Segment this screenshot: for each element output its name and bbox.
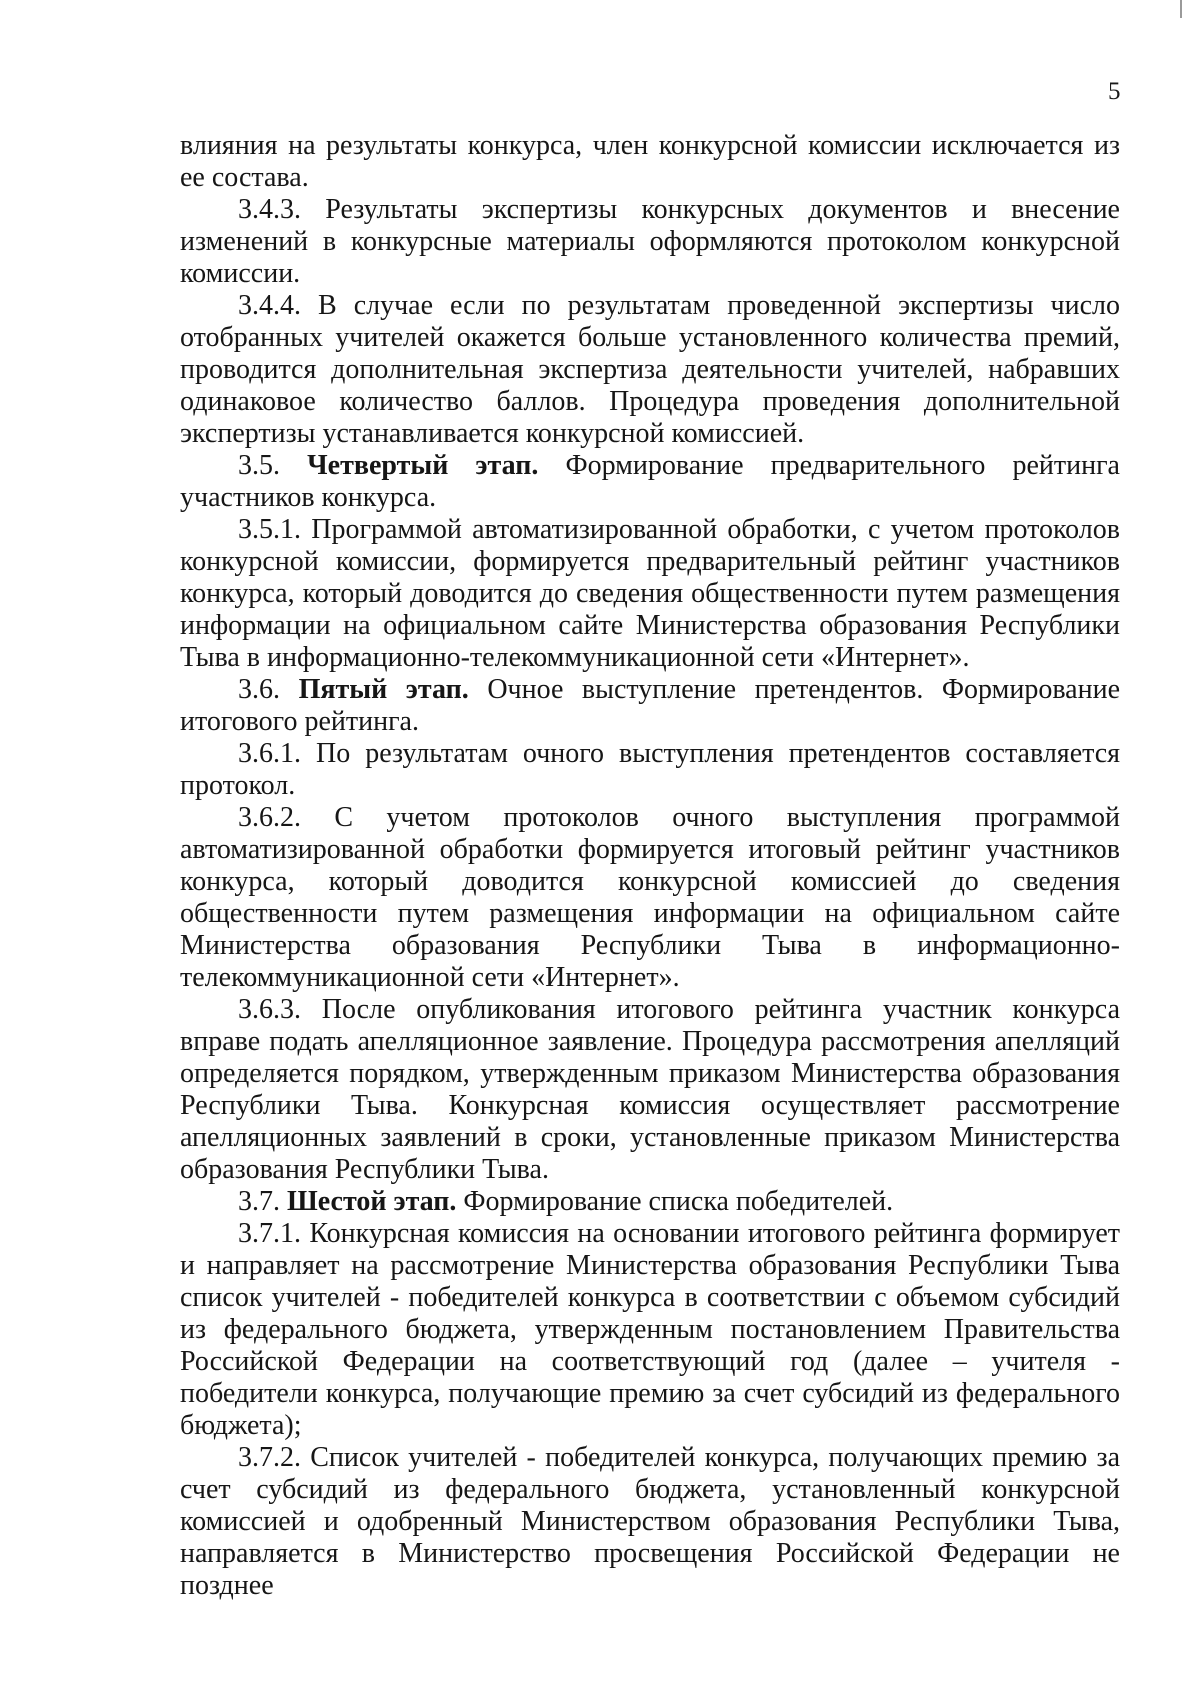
stage-heading: Пятый этап.	[298, 674, 469, 705]
paragraph-3-7-2: 3.7.2. Список учителей - победителей конкурса, получающих премию за счет субсидий из федерального бюджета, установленный конкурсной комиссией и одобренный Министерством образования Республики Тыва, направляется в Министерство просвещения Российской Федерации не позднее	[180, 1442, 1120, 1601]
paragraph-3-4-4: 3.4.4. В случае если по результатам проведенной экспертизы число отобранных учителей окажется больше установленного количества премий, проводится дополнительная экспертиза деятельности учителей, набравших одинаковое количество баллов. Процедура проведения дополнительной экспертизы устанавливается конкурсной комиссией.	[180, 290, 1120, 449]
paragraph-text: Очное выступление претендентов. Формирование итогового рейтинга.	[180, 674, 1121, 737]
paragraph-3-5-1: 3.5.1. Программой автоматизированной обработки, с учетом протоколов конкурсной комиссии, формируется предварительный рейтинг участников конкурса, который доводится до сведения общественности путем размещения информации на официальном сайте Министерства образования Республики Тыва в информационно-телекоммуникационной сети «Интернет».	[180, 514, 1120, 673]
paragraph-3-5	[180, 450, 1120, 514]
paragraph-3-6-3: 3.6.3. После опубликования итогового рейтинга участник конкурса вправе подать апелляционное заявление. Процедура рассмотрения апелляций определяется порядком, утвержденным приказом Министерства образования Республики Тыва. Конкурсная комиссия осуществляет рассмотрение апелляционных заявлений в сроки, установленные приказом Министерства образования Республики Тыва.	[180, 994, 1120, 1185]
stage-heading: Шестой этап.	[287, 1186, 457, 1217]
paragraph-3-7-1: 3.7.1. Конкурсная комиссия на основании итогового рейтинга формирует и направляет на рассмотрение Министерства образования Республики Тыва список учителей - победителей конкурса в соответствии с объемом субсидий из федерального бюджета, утвержденным постановлением Правительства Российской Федерации на соответствующий год (далее – учителя - победители конкурса, получающие премию за счет субсидий из федерального бюджета);	[180, 1218, 1120, 1441]
paragraph-3-6-1: 3.6.1. По результатам очного выступления претендентов составляется протокол.	[180, 738, 1120, 801]
document-body	[180, 130, 1120, 1602]
paragraph-3-6	[180, 674, 1120, 738]
section-number: 3.5.	[238, 450, 280, 481]
paragraph-text: Формирование предварительного рейтинга участников конкурса.	[180, 450, 1120, 513]
paragraph-text: Формирование списка победителей.	[463, 1186, 894, 1217]
section-number: 3.7.	[238, 1186, 280, 1217]
page-number: 5	[1108, 78, 1121, 105]
stage-heading: Четвертый этап.	[307, 450, 539, 481]
paragraph-3-7	[180, 1186, 1120, 1218]
scan-edge-mark	[1180, 0, 1182, 18]
paragraph-3-4-3: 3.4.3. Результаты экспертизы конкурсных документов и внесение изменений в конкурсные материалы оформляются протоколом конкурсной комиссии.	[180, 194, 1120, 289]
section-number: 3.6.	[238, 674, 280, 705]
paragraph-3-6-2: 3.6.2. С учетом протоколов очного выступления программой автоматизированной обработки формируется итоговый рейтинг участников конкурса, который доводится конкурсной комиссией до сведения общественности путем размещения информации на официальном сайте Министерства образования Республики Тыва в информационно-телекоммуникационной сети «Интернет».	[180, 802, 1120, 993]
paragraph-continuation: влияния на результаты конкурса, член конкурсной комиссии исключается из ее состава.	[180, 130, 1120, 193]
